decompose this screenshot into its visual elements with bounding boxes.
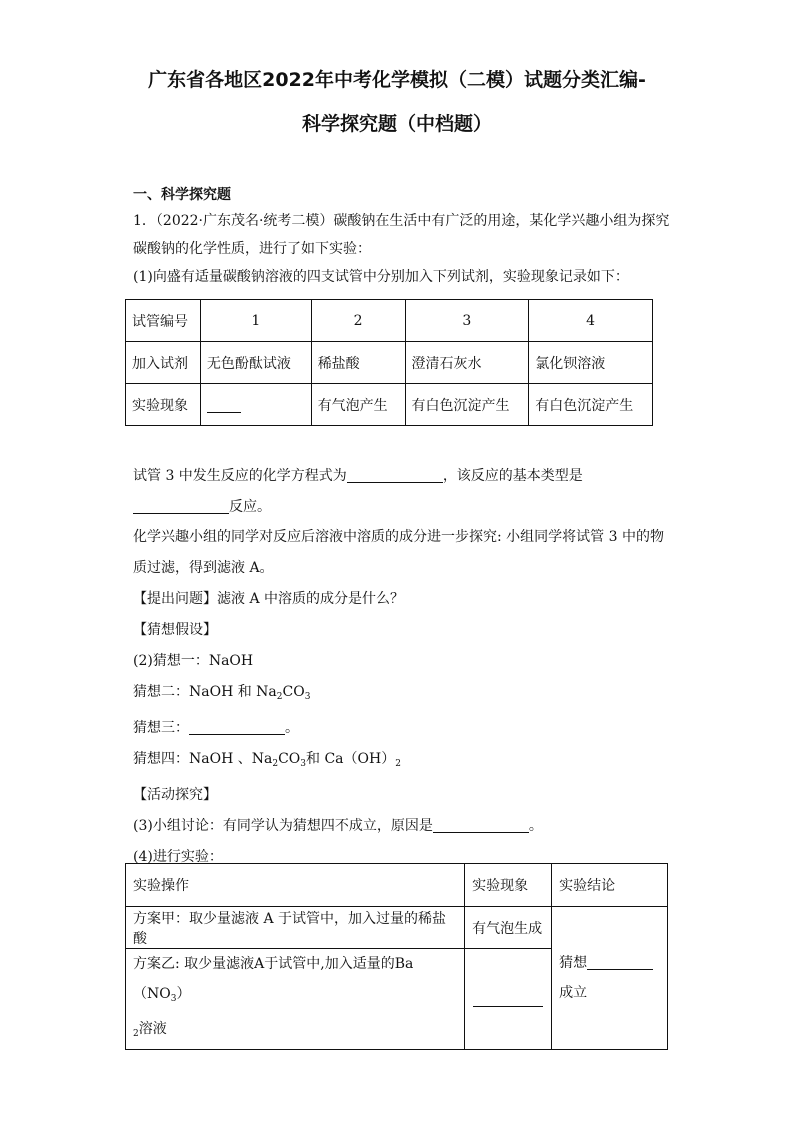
answer-blank[interactable] [207,396,241,413]
experiment-heading: (4)进行实验： [133,849,223,865]
guess-3-text: 猜想三： [133,720,189,736]
answer-blank[interactable] [433,816,529,833]
subscript: 3 [300,759,307,769]
guess-3-text: 。 [285,720,299,736]
subscript: 2 [395,759,401,769]
guess-3 [133,713,673,744]
question-part-1: (1)向盛有适量碳酸钠溶液的四支试管中分别加入下列试剂，实验现象记录如下： [133,269,629,285]
plan-a-result: 有气泡生成 [465,907,552,949]
subscript: 3 [304,692,311,702]
guess-2-text: CO [282,684,305,700]
exploration-line-2: 质过滤，得到滤液 A。 [133,560,274,576]
plan-b-text: ） [176,986,191,1002]
question-intro-line-1: 1．（2022·广东茂名·统考二模）碳酸钠在生活中有广泛的用途，某化学兴趣小组为探究 [133,213,670,229]
answer-blank[interactable] [347,466,443,483]
subscript: 2 [272,759,279,769]
answer-blank[interactable] [473,990,543,1007]
exploration-line-1: 化学兴趣小组的同学对反应后溶液中溶质的成分进一步探究: 小组同学将试管 3 中的物 [133,529,664,545]
section-heading: 一、科学探究题 [133,187,231,203]
row-label-tube: 试管编号 [126,300,201,342]
subscript: 2 [276,692,283,702]
reaction-suffix-text: 反应。 [229,499,271,515]
guess-4-text: 猜想四：NaOH 、Na [133,751,273,767]
tube-number: 3 [405,300,529,342]
subscript: 3 [170,994,177,1004]
conclusion-text: 成立 [559,985,588,1001]
observation-cell: 有白色沉淀产生 [529,384,653,426]
equation-prompt [133,461,673,523]
observation-cell: 有白色沉淀产生 [405,384,529,426]
activity-heading: 【活动探究】 [133,787,217,803]
guess-2 [133,677,673,713]
reagent-cell: 无色酚酞试液 [200,342,311,384]
plan-b-text: 方案乙: 取少量滤液A于试管中,加入适量的Ba（NO [133,956,414,1002]
row-label-observation: 实验现象 [126,384,201,426]
plan-b-result-cell [465,949,552,1050]
tube-number: 2 [311,300,405,342]
discussion-text: (3)小组讨论：有同学认为猜想四不成立，原因是 [133,818,433,834]
plan-b-text: 溶液 [138,1021,167,1037]
table-row [126,342,653,384]
discussion [133,811,673,842]
question-intro [133,207,673,291]
tube-number: 1 [200,300,311,342]
conclusion-text: 猜想 [559,955,588,971]
header-conclusion: 实验结论 [552,864,668,907]
conclusion-cell [552,907,668,1050]
tube-number: 4 [529,300,653,342]
answer-blank[interactable] [133,497,229,514]
observation-blank-cell [200,384,311,426]
experiment-table [125,863,668,1050]
reaction-type-text: ，该反应的基本类型是 [442,468,583,484]
guess-4 [133,744,673,780]
raise-question: 【提出问题】滤液 A 中溶质的成分是什么？ [133,591,405,607]
document-title [90,58,704,146]
reagent-cell: 澄清石灰水 [405,342,529,384]
guess-4-text: 和 Ca（OH） [306,751,396,767]
observation-cell: 有气泡产生 [311,384,405,426]
guess-2-text: 猜想二：NaOH 和 Na [133,684,277,700]
header-phenomenon: 实验现象 [465,864,552,907]
table-row [126,300,653,342]
row-label-reagent: 加入试剂 [126,342,201,384]
question-intro-line-2: 碳酸钠的化学性质，进行了如下实验： [133,241,371,257]
table-row [126,864,668,907]
subscript: 2 [133,1029,139,1039]
title-line-2: 科学探究题（中档题） [301,113,492,135]
plan-b-cell [126,949,465,1050]
exploration-text [133,522,673,873]
plan-a-cell: 方案甲：取少量滤液 A 于试管中，加入过量的稀盐酸 [126,907,465,949]
answer-blank[interactable] [189,718,285,735]
reagent-table [125,299,653,426]
guess-1: (2)猜想一：NaOH [133,653,254,669]
reagent-cell: 稀盐酸 [311,342,405,384]
table-row [126,907,668,949]
title-line-1: 广东省各地区2022年中考化学模拟（二模）试题分类汇编- [148,69,646,91]
discussion-text: 。 [528,818,543,834]
guess-4-text: CO [278,751,301,767]
hypothesis-heading: 【猜想假设】 [133,622,217,638]
table-row [126,384,653,426]
answer-blank[interactable] [587,953,653,970]
equation-text: 试管 3 中发生反应的化学方程式为 [133,468,347,484]
header-operation: 实验操作 [126,864,465,907]
reagent-cell: 氯化钡溶液 [529,342,653,384]
